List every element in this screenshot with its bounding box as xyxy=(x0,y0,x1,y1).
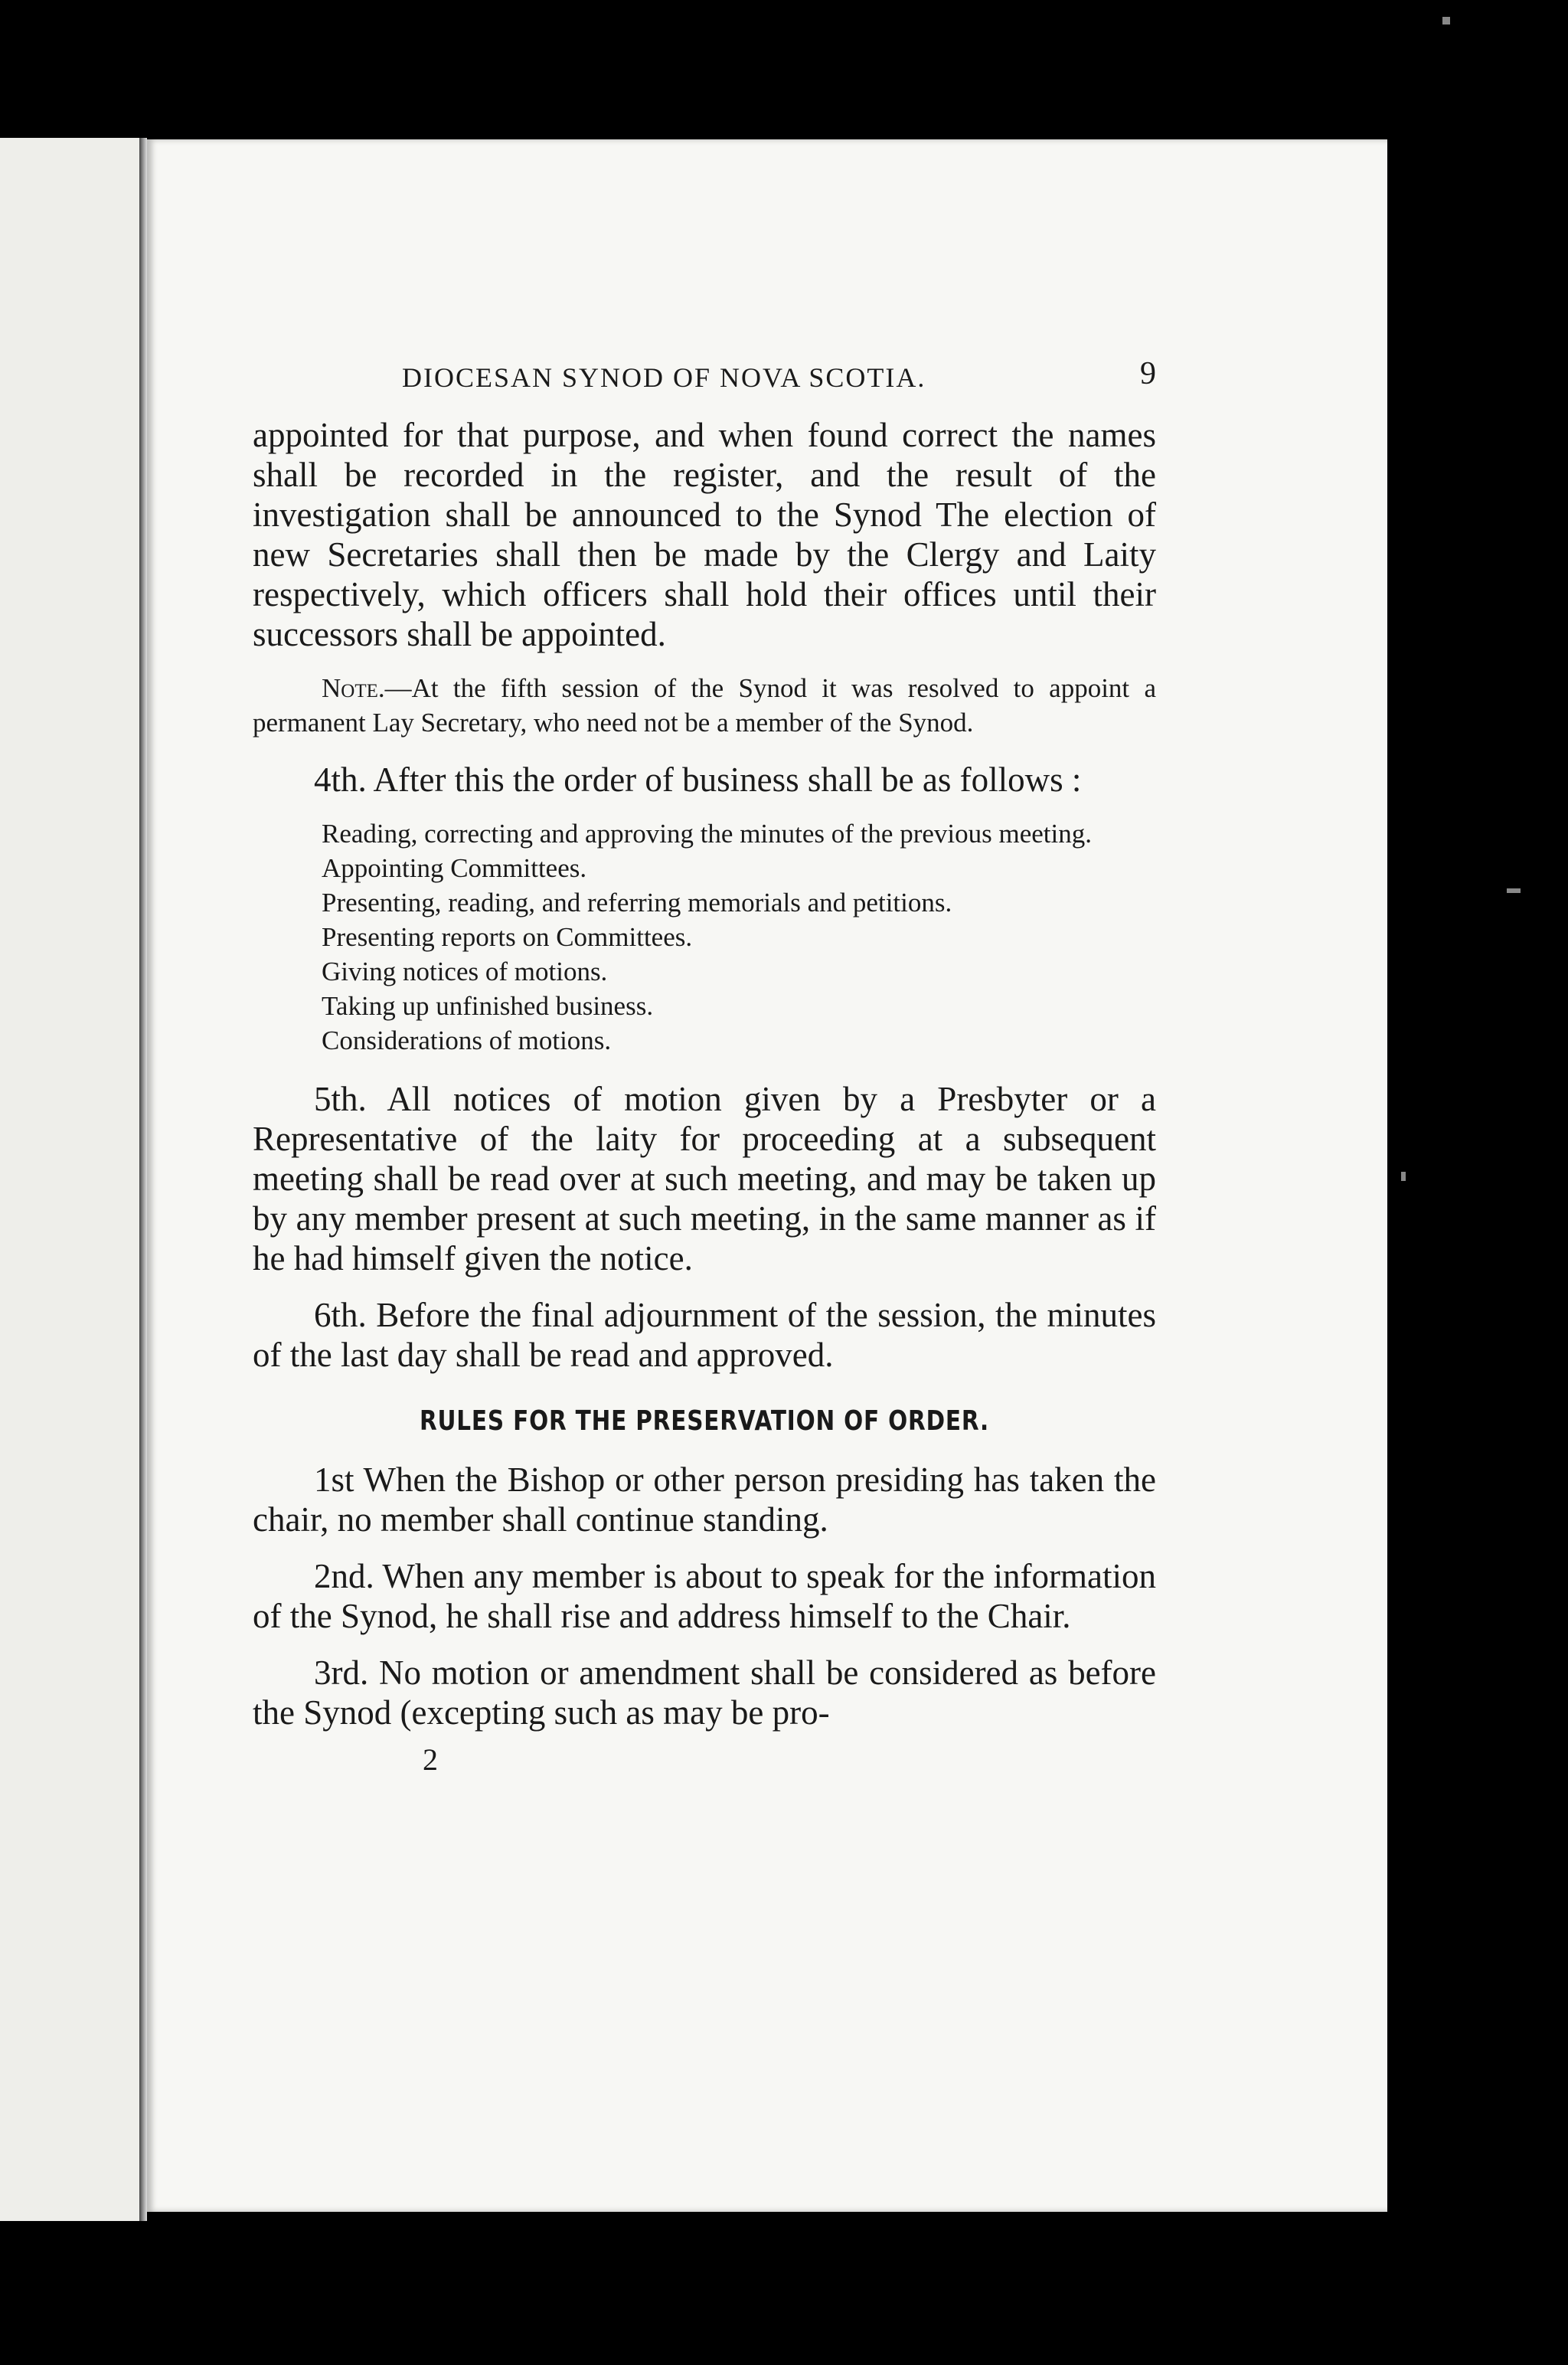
paragraph-4th: 4th. After this the order of business shall be as follows : xyxy=(314,761,1082,799)
note-text: —At the fifth session of the Synod it was resolved to appoint a permanent Lay Secretary, who need not be a member of the Synod. xyxy=(253,673,1156,738)
rule-2nd: 2nd. When any member is about to speak for the information of the Synod, he shall rise and address himself to the Chair. xyxy=(253,1557,1156,1635)
signature-mark: 2 xyxy=(423,1742,438,1777)
list-item: Considerations of motions. xyxy=(322,1025,612,1055)
scan-speck xyxy=(1401,1172,1406,1181)
paragraph-6th: 6th. Before the final adjournment of the session, the minutes of the last day shall be read and approved. xyxy=(253,1296,1156,1374)
rule-1st: 1st When the Bishop or other person presiding has taken the chair, no member shall continue standing. xyxy=(253,1461,1156,1539)
scan-speck xyxy=(1507,888,1521,893)
running-head xyxy=(253,356,1156,415)
list-item: Appointing Committees. xyxy=(322,853,587,883)
paragraph-5th: 5th. All notices of motion given by a Presbyter or a Representative of the laity for proceeding at a subsequent meeting shall be read over at such meeting, and may be taken up by any member present at such meeting, in the same manner as if he had himself given the notice. xyxy=(253,1080,1156,1277)
page-number: 9 xyxy=(1140,356,1156,391)
section-heading-rules: RULES FOR THE PRESERVATION OF ORDER. xyxy=(419,1405,990,1437)
running-head-title: DIOCESAN SYNOD OF NOVA SCOTIA. xyxy=(402,362,926,393)
note-paragraph xyxy=(253,671,1156,740)
paragraph-appointed: appointed for that purpose, and when found correct the names shall be recorded in the register, and the result of the investigation shall be announced to the Synod The election of new Secretaries shall then be made by the Clergy and Laity respectively, which officers shall hold their offices until their successors shall be appointed. xyxy=(253,416,1156,653)
book-gutter xyxy=(139,138,147,2221)
list-item: Taking up unfinished business. xyxy=(322,991,654,1021)
order-of-business-list xyxy=(253,816,1156,1058)
list-item: Presenting reports on Committees. xyxy=(322,922,693,952)
page-content xyxy=(253,356,1156,1778)
scan-speck xyxy=(1442,17,1450,25)
left-page-edge xyxy=(0,138,145,2221)
list-item: Presenting, reading, and referring memorials and petitions. xyxy=(322,888,952,918)
list-item: Reading, correcting and approving the minutes of the previous meeting. xyxy=(322,819,1092,849)
rule-3rd: 3rd. No motion or amendment shall be considered as before the Synod (excepting such as may be pro- xyxy=(253,1654,1156,1732)
book-page xyxy=(147,139,1387,2212)
note-lead: Note. xyxy=(322,673,385,703)
list-item: Giving notices of motions. xyxy=(322,957,608,986)
